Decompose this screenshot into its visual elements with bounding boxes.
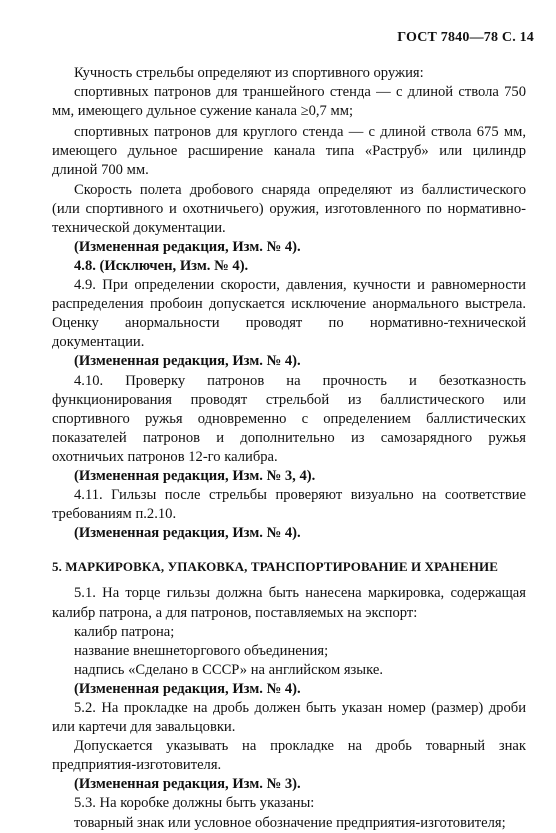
amendment-note: (Измененная редакция, Изм. № 4).	[74, 680, 301, 697]
paragraph: 5.2. На прокладке на дробь должен быть указан номер (размер) дроби или картечи для завальцовки.	[52, 700, 526, 736]
paragraph: название внешнеторгового объединения;	[74, 642, 329, 659]
amendment-note: (Измененная редакция, Изм. № 4).	[74, 238, 301, 255]
paragraph: надпись «Сделано в СССР» на английском языке.	[74, 661, 383, 678]
paragraph: товарный знак или условное обозначение предприятия-изготовителя;	[74, 814, 506, 831]
document-body	[52, 64, 526, 833]
paragraph: Допускается указывать на прокладке на дробь товарный знак предприятия-изготовителя.	[52, 738, 526, 774]
paragraph: 4.9. При определении скорости, давления, кучности и равномерности распределения пробоин допускается исключение анормального выстрела. Оценку анормальности проводят по нормативно-технической документации.	[52, 277, 526, 351]
page-header: ГОСТ 7840—78 С. 14	[397, 30, 534, 45]
clause-excluded: 4.8. (Исключен, Изм. № 4).	[74, 257, 249, 274]
amendment-note: (Измененная редакция, Изм. № 4).	[74, 525, 301, 542]
paragraph: спортивных патронов для круглого стенда — с длиной ствола 675 мм, имеющего дульное расширение канала типа «Раструб» или цилиндр длиной 700 мм.	[52, 124, 526, 179]
amendment-note: (Измененная редакция, Изм. № 3, 4).	[74, 467, 316, 484]
paragraph: 5.1. На торце гильзы должна быть нанесена маркировка, содержащая калибр патрона, а для патронов, поставляемых на экспорт:	[52, 585, 526, 621]
section-title: 5. МАРКИРОВКА, УПАКОВКА, ТРАНСПОРТИРОВАНИЕ И ХРАНЕНИЕ	[52, 559, 499, 575]
paragraph: спортивных патронов для траншейного стенда — с длиной ствола 750 мм, имеющего дульное сужение канала ≥0,7 мм;	[52, 84, 526, 120]
paragraph: Скорость полета дробового снаряда определяют из баллистического (или спортивного и охотничьего) оружия, изготовленного по нормативно-технической документации.	[52, 181, 526, 236]
paragraph: 5.3. На коробке должны быть указаны:	[74, 795, 315, 812]
paragraph: Кучность стрельбы определяют из спортивного оружия:	[74, 65, 424, 81]
paragraph: 4.11. Гильзы после стрельбы проверяют визуально на соответствие требованиям п.2.10.	[52, 487, 526, 523]
amendment-note: (Измененная редакция, Изм. № 3).	[74, 776, 301, 793]
paragraph: 4.10. Проверку патронов на прочность и безотказность функционирования проводят стрельбой из баллистического или спортивного ружья одновременно с определением баллистических показателей патронов и дополнительно из самозарядного ружья охотничьих патронов 12-го калибра.	[52, 372, 526, 465]
paragraph: калибр патрона;	[74, 623, 175, 640]
amendment-note: (Измененная редакция, Изм. № 4).	[74, 353, 301, 370]
